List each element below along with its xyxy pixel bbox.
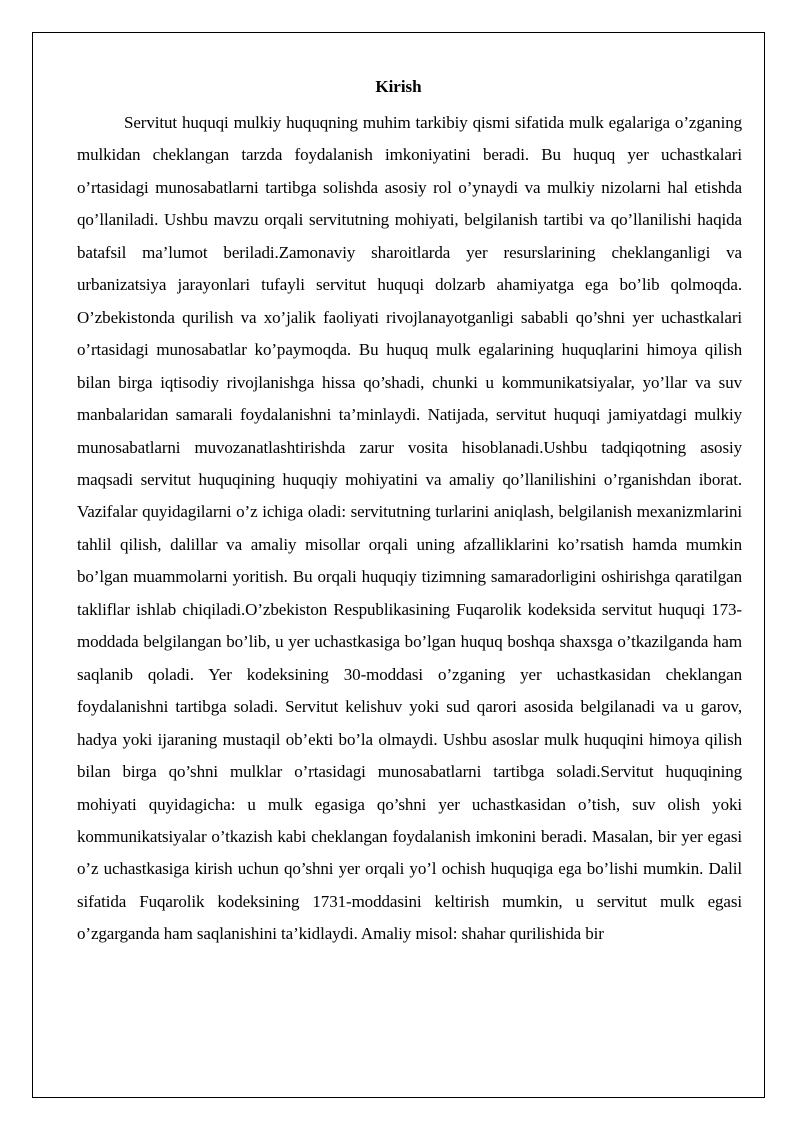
document-body-paragraph: Servitut huquqi mulkiy huquqning muhim tarkibiy qismi sifatida mulk egalariga o’zganing mulkidan cheklangan tarzda foydalanish imkoniyatini beradi. Bu huquq yer uchastkalari o’rtasidagi munosabatlarni tartibga solishda asosiy rol o’ynaydi va mulkiy nizolarni hal etishda qo’llaniladi. Ushbu mavzu orqali servitutning mohiyati, belgilanish tartibi va qo’llanilishi haqida batafsil ma’lumot beriladi.Zamonaviy sharoitlarda yer resurslarining cheklanganligi va urbanizatsiya jarayonlari tufayli servitut huquqi dolzarb ahamiyatga ega bo’lib qolmoqda. O’zbekistonda qurilish va xo’jalik faoliyati rivojlanayotganligi sababli qo’shni yer uchastkalari o’rtasidagi munosabatlar ko’paymoqda. Bu huquq mulk egalarining huquqlarini himoya qilish bilan birga iqtisodiy rivojlanishga hissa qo’shadi, chunki u kommunikatsiyalar, yo’llar va suv manbalaridan samarali foydalanishni ta’minlaydi. Natijada, servitut huquqi jamiyatdagi mulkiy munosabatlarni muvozanatlashtirishda zarur vosita hisoblanadi.Ushbu tadqiqotning asosiy maqsadi servitut huquqining huquqiy mohiyatini va amaliy qo’llanilishini o’rganishdan iborat. Vazifalar quyidagilarni o’z ichiga oladi: servitutning turlarini aniqlash, belgilanish mexanizmlarini tahlil qilish, dalillar va amaliy misollar orqali uning afzalliklarini ko’rsatish hamda mumkin bo’lgan muammolarni yoritish. Bu orqali huquqiy tizimning samaradorligini oshirishga qaratilgan takliflar ishlab chiqiladi.O’zbekiston Respublikasining Fuqarolik kodeksida servitut huquqi 173-moddada belgilangan bo’lib, u yer uchastkasiga bo’lgan huquq boshqa shaxsga o’tkazilganda ham saqlanib qoladi. Yer kodeksining 30-moddasi o’zganing yer uchastkasidan cheklangan foydalanishni tartibga soladi. Servitut kelishuv yoki sud qarori asosida belgilanadi va u garov, hadya yoki ijaraning mustaqil ob’ekti bo’la olmaydi. Ushbu asoslar mulk huquqini himoya qilish bilan birga qo’shni mulklar o’rtasidagi munosabatlarni tartibga soladi.Servitut huquqining mohiyati quyidagicha: u mulk egasiga qo’shni yer uchastkasidan o’tish, suv olish yoki kommunikatsiyalar o’tkazish kabi cheklangan foydalanish imkonini beradi. Masalan, bir yer egasi o’z uchastkasiga kirish uchun qo’shni yer orqali yo’l ochish huquqiga ega bo’lishi mumkin. Dalil sifatida Fuqarolik kodeksining 1731-moddasini keltirish mumkin, u servitut mulk egasi o’zgarganda ham saqlanishini ta’kidlaydi. Amaliy misol: shahar qurilishida bir bbox=[77, 113, 742, 944]
document-heading: Kirish bbox=[375, 77, 422, 96]
